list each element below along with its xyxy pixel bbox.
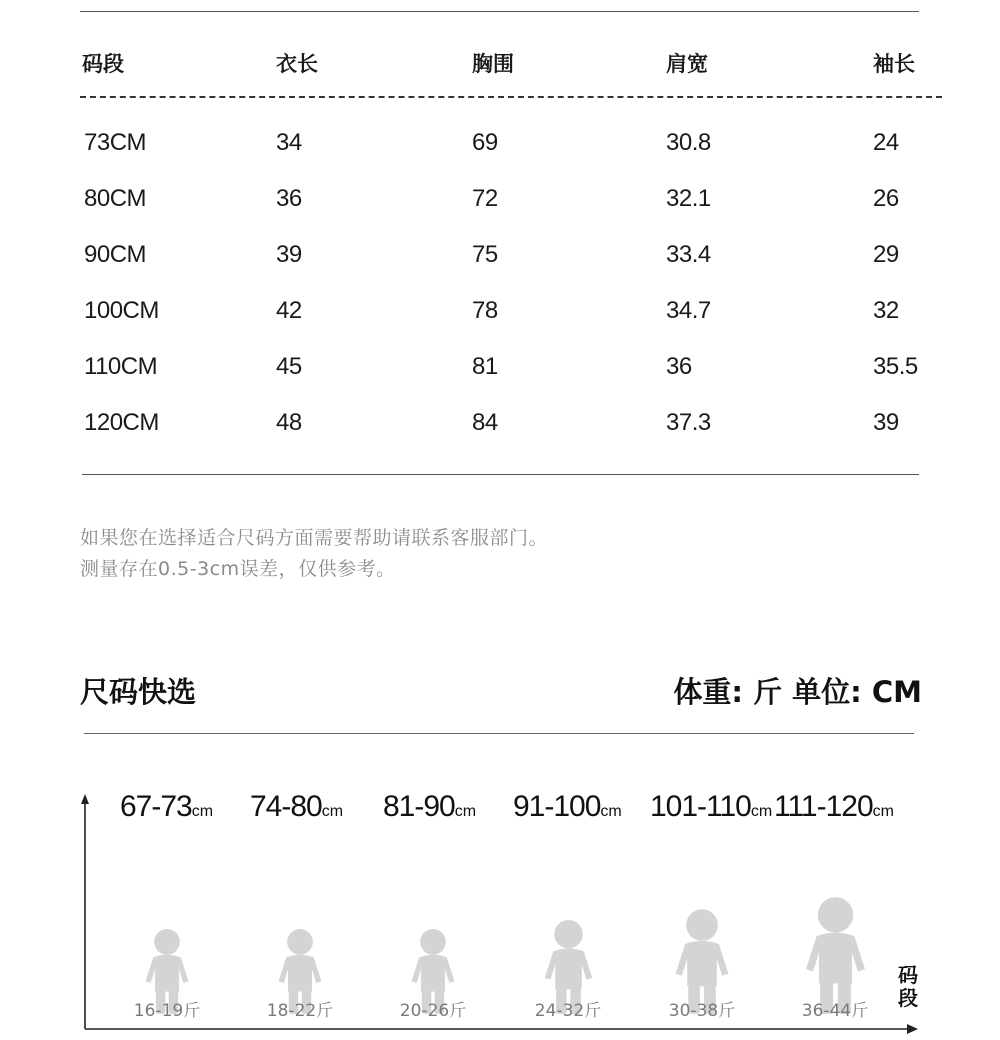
cell-shoulder: 30.8 bbox=[666, 129, 711, 156]
header-size: 码段 bbox=[82, 52, 124, 76]
header-divider bbox=[80, 96, 942, 98]
quick-select-rule bbox=[84, 733, 914, 734]
cell-sleeve: 24 bbox=[873, 129, 899, 156]
cell-length: 36 bbox=[276, 185, 302, 212]
size-range bbox=[774, 790, 894, 824]
weight-range: 20-26斤 bbox=[399, 1001, 467, 1021]
cell-shoulder: 36 bbox=[666, 353, 692, 380]
cell-sleeve: 29 bbox=[873, 241, 899, 268]
cell-sleeve: 39 bbox=[873, 409, 899, 436]
weight-range: 18-22斤 bbox=[266, 1001, 334, 1021]
weight-range: 16-19斤 bbox=[133, 1001, 201, 1021]
cell-size: 100CM bbox=[84, 297, 159, 324]
size-range-unit: cm bbox=[750, 803, 773, 820]
cell-sleeve: 26 bbox=[873, 185, 899, 212]
header-chest: 胸围 bbox=[472, 52, 514, 76]
weight-range: 24-32斤 bbox=[534, 1001, 602, 1021]
size-range bbox=[250, 790, 343, 824]
cell-chest: 69 bbox=[472, 129, 498, 156]
weight-range: 36-44斤 bbox=[801, 1001, 869, 1021]
header-sleeve: 袖长 bbox=[873, 52, 915, 76]
size-range-unit: cm bbox=[600, 803, 622, 820]
cell-size: 120CM bbox=[84, 409, 159, 436]
cell-chest: 84 bbox=[472, 409, 498, 436]
cell-chest: 75 bbox=[472, 241, 498, 268]
cell-length: 39 bbox=[276, 241, 302, 268]
size-range bbox=[383, 790, 476, 824]
cell-shoulder: 34.7 bbox=[666, 297, 711, 324]
child-figure-icon bbox=[403, 928, 463, 1040]
error-note: 测量存在0.5-3cm误差，仅供参考。 bbox=[80, 558, 396, 580]
cell-chest: 81 bbox=[472, 353, 498, 380]
cell-size: 80CM bbox=[84, 185, 147, 212]
cell-length: 45 bbox=[276, 353, 302, 380]
cell-chest: 78 bbox=[472, 297, 498, 324]
quick-select-units: 体重: 斤 单位: CM bbox=[673, 675, 922, 709]
size-range-value: 81-90 bbox=[383, 790, 455, 823]
size-range-unit: cm bbox=[872, 803, 894, 820]
header-shoulder: 肩宽 bbox=[666, 52, 708, 76]
help-note: 如果您在选择适合尺码方面需要帮助请联系客服部门。 bbox=[80, 527, 549, 549]
size-range-value: 91-100 bbox=[513, 790, 601, 823]
size-range-value: 111-120 bbox=[774, 790, 873, 823]
cell-size: 73CM bbox=[84, 129, 147, 156]
size-range-unit: cm bbox=[321, 803, 344, 820]
child-figure-icon bbox=[270, 928, 330, 1040]
size-range-value: 67-73 bbox=[120, 790, 192, 823]
child-figure-icon bbox=[535, 919, 602, 1040]
table-top-rule bbox=[80, 11, 919, 12]
cell-length: 34 bbox=[276, 129, 302, 156]
size-range bbox=[513, 790, 622, 824]
size-range bbox=[120, 790, 213, 824]
cell-sleeve: 32 bbox=[873, 297, 899, 324]
size-range-value: 74-80 bbox=[250, 790, 322, 823]
cell-size: 90CM bbox=[84, 241, 147, 268]
size-range-unit: cm bbox=[454, 803, 477, 820]
cell-shoulder: 33.4 bbox=[666, 241, 711, 268]
cell-chest: 72 bbox=[472, 185, 498, 212]
x-axis-arrow bbox=[907, 1024, 918, 1034]
child-figure-icon bbox=[137, 928, 197, 1040]
weight-range: 30-38斤 bbox=[668, 1001, 736, 1021]
cell-sleeve: 35.5 bbox=[873, 353, 918, 380]
header-length: 衣长 bbox=[276, 52, 318, 76]
cell-length: 42 bbox=[276, 297, 302, 324]
y-axis-arrow bbox=[81, 794, 89, 804]
size-range-value: 101-110 bbox=[650, 790, 751, 823]
cell-shoulder: 37.3 bbox=[666, 409, 711, 436]
size-range bbox=[650, 790, 772, 824]
size-range-unit: cm bbox=[191, 803, 214, 820]
cell-size: 110CM bbox=[84, 353, 158, 380]
cell-length: 48 bbox=[276, 409, 302, 436]
table-bottom-rule bbox=[82, 474, 919, 475]
cell-shoulder: 32.1 bbox=[666, 185, 711, 212]
quick-select-title: 尺码快选 bbox=[80, 675, 197, 709]
x-axis-label: 码段 bbox=[898, 963, 918, 1010]
